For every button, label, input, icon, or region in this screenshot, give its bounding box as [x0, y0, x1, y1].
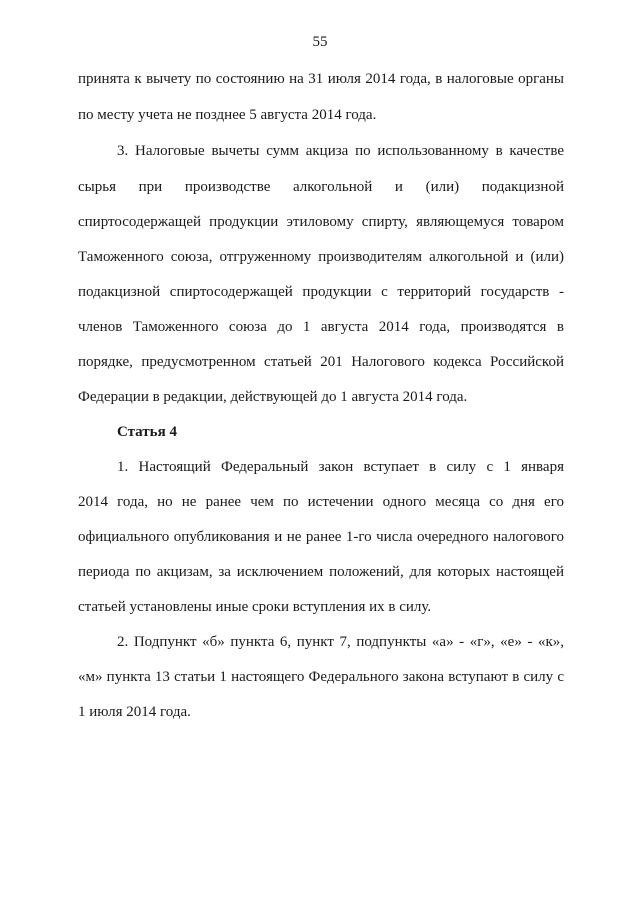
- text-line: 3. Налоговые вычеты сумм акциза по использованному в качестве: [117, 143, 564, 159]
- text-line: 1. Настоящий Федеральный закон вступает в силу с 1 января: [117, 459, 564, 475]
- text-line: Таможенного союза, отгруженному производителям алкогольной и (или): [78, 249, 564, 265]
- text-line: 2014 года, но не ранее чем по истечении одного месяца со дня его: [78, 494, 564, 510]
- text-line: 2. Подпункт «б» пункта 6, пункт 7, подпункты «а» - «г», «е» - «к»,: [117, 634, 564, 650]
- text-line: по месту учета не позднее 5 августа 2014 года.: [78, 107, 377, 123]
- article-heading: Статья 4: [117, 424, 177, 440]
- text-line: порядке, предусмотренном статьей 201 Налогового кодекса Российской: [78, 354, 564, 370]
- text-line: периода по акцизам, за исключением положений, для которых настоящей: [78, 564, 564, 580]
- text-line: подакцизной спиртосодержащей продукции с территорий государств -: [78, 284, 564, 300]
- text-line: членов Таможенного союза до 1 августа 2014 года, производятся в: [78, 319, 564, 335]
- text-line: сырья при производстве алкогольной и (или) подакцизной: [78, 179, 564, 195]
- text-line: Федерации в редакции, действующей до 1 августа 2014 года.: [78, 389, 468, 405]
- text-line: официального опубликования и не ранее 1-го числа очередного налогового: [78, 529, 564, 545]
- text-line: «м» пункта 13 статьи 1 настоящего Федерального закона вступают в силу с: [78, 669, 564, 685]
- page-number: 55: [312, 34, 328, 50]
- text-line: принята к вычету по состоянию на 31 июля 2014 года, в налоговые органы: [78, 71, 564, 87]
- text-line: 1 июля 2014 года.: [78, 704, 191, 720]
- text-line: спиртосодержащей продукции этиловому спирту, являющемуся товаром: [78, 214, 564, 230]
- text-line: статьей установлены иные сроки вступления их в силу.: [78, 599, 432, 615]
